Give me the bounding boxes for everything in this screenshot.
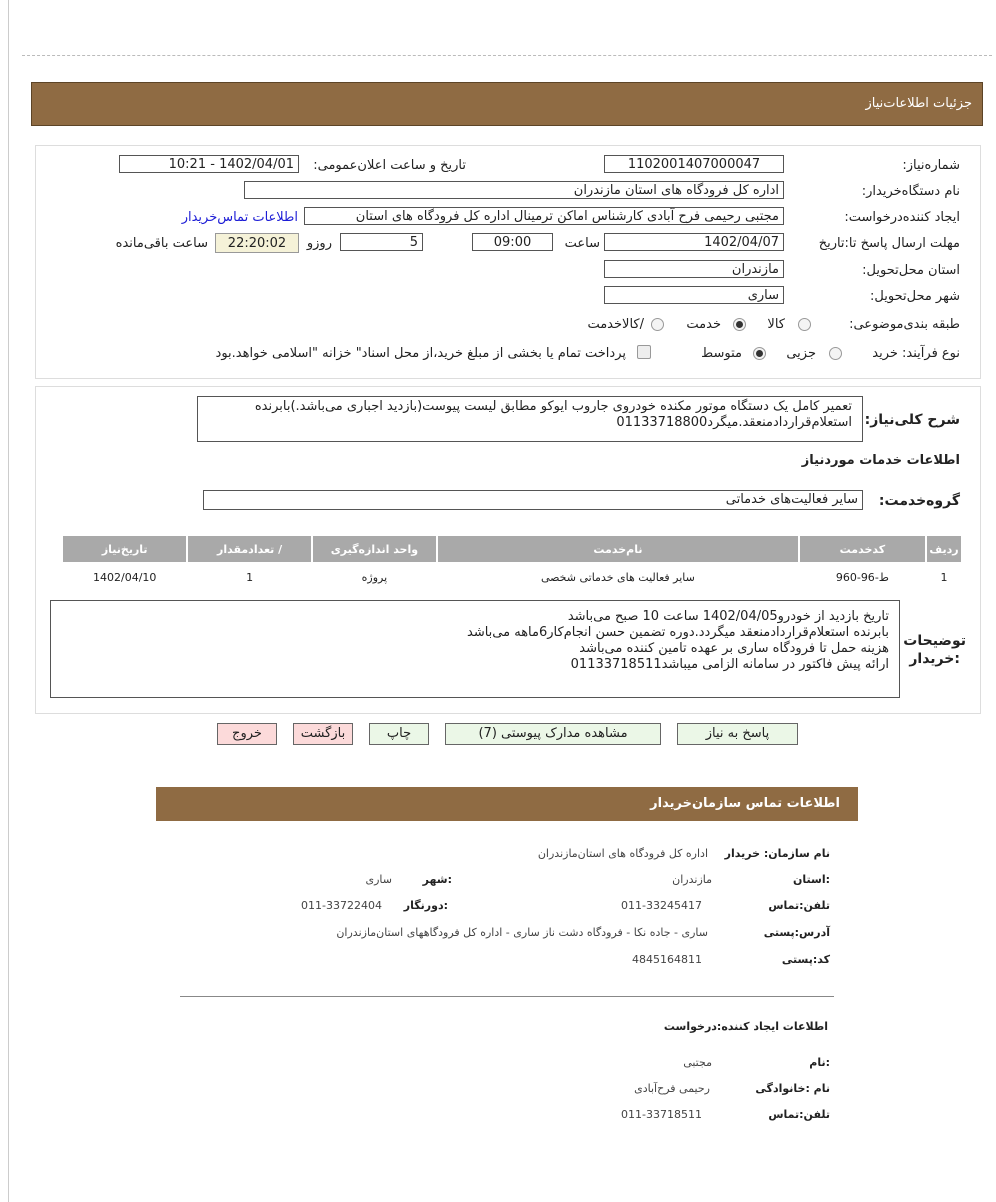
- province-field: مازندران: [604, 260, 784, 278]
- category-radio-goods-service[interactable]: [651, 318, 664, 331]
- buyer-org-label: نام دستگاه‌خریدار:: [861, 184, 960, 199]
- announce-field: 1402/04/01 - 10:21: [119, 155, 299, 173]
- cell-need-date: 1402/04/10: [63, 564, 186, 590]
- contact-phone-label: تلفن:تماس: [768, 899, 830, 912]
- contact-city-value: ساری: [365, 873, 392, 886]
- need-number-label: شماره‌نیاز:: [902, 158, 960, 173]
- col-quantity: / تعدادمقدار: [188, 536, 310, 562]
- exit-button[interactable]: خروج: [217, 723, 277, 745]
- cell-quantity: 1: [188, 564, 310, 590]
- services-heading: اطلاعات خدمات موردنیاز: [801, 453, 960, 468]
- contact-province-label: :استان: [793, 873, 830, 886]
- treasury-payment-note: پرداخت تمام یا بخشی از مبلغ خرید،از محل اسناد" خزانه "اسلامی خواهد.بود: [215, 346, 626, 361]
- services-table: [61, 534, 963, 592]
- cell-service-name: سایر فعالیت های خدماتی شخصی: [438, 564, 798, 590]
- services-table-wrap: [61, 534, 963, 592]
- category-option-goods-service: /کالاخدمت: [587, 317, 644, 332]
- summary-label: شرح کلی‌نیاز:: [864, 412, 960, 428]
- buyer-notes-box: [50, 600, 900, 698]
- deadline-label: مهلت ارسال پاسخ تا:تاریخ: [818, 236, 960, 251]
- creator-phone-label: تلفن:تماس: [768, 1108, 830, 1121]
- summary-box: [197, 396, 863, 442]
- category-label: طبقه بندی‌موضوعی:: [849, 317, 960, 332]
- creator-label: ایجاد کننده‌درخواست:: [844, 210, 960, 225]
- treasury-payment-checkbox[interactable]: [637, 345, 651, 359]
- deadline-time-label: ساعت: [564, 236, 600, 251]
- contact-address-label: آدرس:پستی: [763, 926, 830, 939]
- need-number-field: 1102001407000047: [604, 155, 784, 173]
- announce-label: تاریخ و ساعت اعلان‌عمومی:: [313, 158, 466, 173]
- remaining-label: ساعت باقی‌مانده: [115, 236, 208, 251]
- col-service-code: کدخدمت: [800, 536, 925, 562]
- creator-last-name-value: رحیمی فرح‌آبادی: [634, 1082, 710, 1095]
- summary-line-1: تعمیر کامل یک دستگاه موتور مکنده خودروی جاروب ایوکو مطابق لیست پیوست(بازدید اجباری می‌باشد.)بابرنده: [254, 399, 852, 414]
- col-unit: واحد اندازه‌گیری: [313, 536, 436, 562]
- province-label: استان محل‌تحویل:: [862, 263, 960, 278]
- buyer-notes-label: توضیحات :خریدار: [903, 633, 966, 667]
- contact-fax-value: 011-33722404: [301, 899, 382, 912]
- buyer-note-line-1: تاریخ بازدید از خودرو1402/04/05 ساعت 10 صبح می‌باشد: [567, 609, 889, 624]
- contact-address-value: ساری - جاده نکا - فرودگاه دشت ناز ساری - اداره کل فرودگاههای استان‌مازندران: [336, 926, 708, 939]
- org-name-label: نام سازمان: خریدار: [724, 847, 830, 860]
- process-option-medium: متوسط: [701, 346, 742, 361]
- view-documents-button[interactable]: مشاهده مدارک پیوستی (7): [445, 723, 661, 745]
- creator-first-name-value: مجتبی: [683, 1056, 712, 1069]
- col-service-name: نام‌خدمت: [438, 536, 798, 562]
- contact-city-label: :شهر: [422, 873, 452, 886]
- category-radio-goods[interactable]: [798, 318, 811, 331]
- back-button[interactable]: بازگشت: [293, 723, 353, 745]
- deadline-date-field: 1402/04/07: [604, 233, 784, 251]
- category-option-goods: کالا: [767, 317, 785, 332]
- process-radio-medium[interactable]: [753, 347, 766, 360]
- contact-postal-label: کد:پستی: [781, 953, 830, 966]
- page-left-border: [8, 0, 9, 1202]
- cell-unit: پروژه: [313, 564, 436, 590]
- details-header-title: جزئیات اطلاعات‌نیاز: [865, 96, 972, 111]
- creator-phone-value: 011-33718511: [621, 1108, 702, 1121]
- process-option-minor: جزیی: [786, 346, 816, 361]
- city-label: شهر محل‌تحویل:: [870, 289, 960, 304]
- col-need-date: تاریخ‌نیاز: [63, 536, 186, 562]
- table-row: [63, 564, 961, 590]
- top-divider: [22, 55, 992, 56]
- creator-info-heading: اطلاعات ایجاد کننده:درخواست: [663, 1020, 828, 1033]
- org-name-value: اداره کل فرودگاه های استان‌مازندران: [537, 847, 708, 860]
- remaining-time: 22:20:02: [215, 233, 299, 253]
- cell-service-code: ط-96-960: [800, 564, 925, 590]
- days-label: روزو: [306, 236, 332, 251]
- contact-province-value: مازندران: [672, 873, 712, 886]
- buyer-note-line-4: ارائه پیش فاکتور در سامانه الزامی میباشد01133718511: [570, 657, 889, 672]
- service-group-field: سایر فعالیت‌های خدماتی: [203, 490, 863, 510]
- creator-last-name-label: نام :خانوادگی: [755, 1082, 830, 1095]
- buyer-contact-link[interactable]: اطلاعات تماس‌خریدار: [181, 210, 298, 225]
- category-option-service: خدمت: [686, 317, 721, 332]
- summary-line-2: استعلام‌قراردادمنعقد.میگرد01133718800: [616, 415, 852, 430]
- buyer-contact-title: اطلاعات تماس سازمان‌خریدار: [650, 796, 840, 811]
- cell-row: 1: [927, 564, 961, 590]
- buyer-note-line-2: بابرنده استعلام‌قراردادمنعقد میگردد.دوره تضمین حسن انجام‌کار6ماهه می‌باشد: [467, 625, 889, 640]
- print-button[interactable]: چاپ: [369, 723, 429, 745]
- process-label: نوع فرآیند: خرید: [872, 346, 960, 361]
- services-table-header: [63, 536, 961, 562]
- service-group-label: گروه‌خدمت:: [878, 493, 960, 509]
- deadline-time-field: 09:00: [472, 233, 553, 251]
- buyer-note-line-3: هزینه حمل تا فرودگاه ساری بر عهده تامین کننده می‌باشد: [579, 641, 889, 656]
- contact-postal-value: 4845164811: [632, 953, 702, 966]
- category-radio-service[interactable]: [733, 318, 746, 331]
- col-row: ردیف: [927, 536, 961, 562]
- process-radio-minor[interactable]: [829, 347, 842, 360]
- buyer-org-field: اداره کل فرودگاه های استان مازندران: [244, 181, 784, 199]
- reply-button[interactable]: پاسخ به نیاز: [677, 723, 798, 745]
- creator-field: مجتبی رحیمی فرح آبادی کارشناس اماکن ترمینال اداره کل فرودگاه های استان: [304, 207, 784, 225]
- contact-divider: [180, 996, 834, 997]
- creator-first-name-label: :نام: [809, 1056, 830, 1069]
- details-header-bar: [31, 82, 983, 126]
- days-field: 5: [340, 233, 423, 251]
- contact-fax-label: :دورنگار: [403, 899, 448, 912]
- city-field: ساری: [604, 286, 784, 304]
- buyer-contact-header: [156, 787, 858, 821]
- contact-phone-value: 011-33245417: [621, 899, 702, 912]
